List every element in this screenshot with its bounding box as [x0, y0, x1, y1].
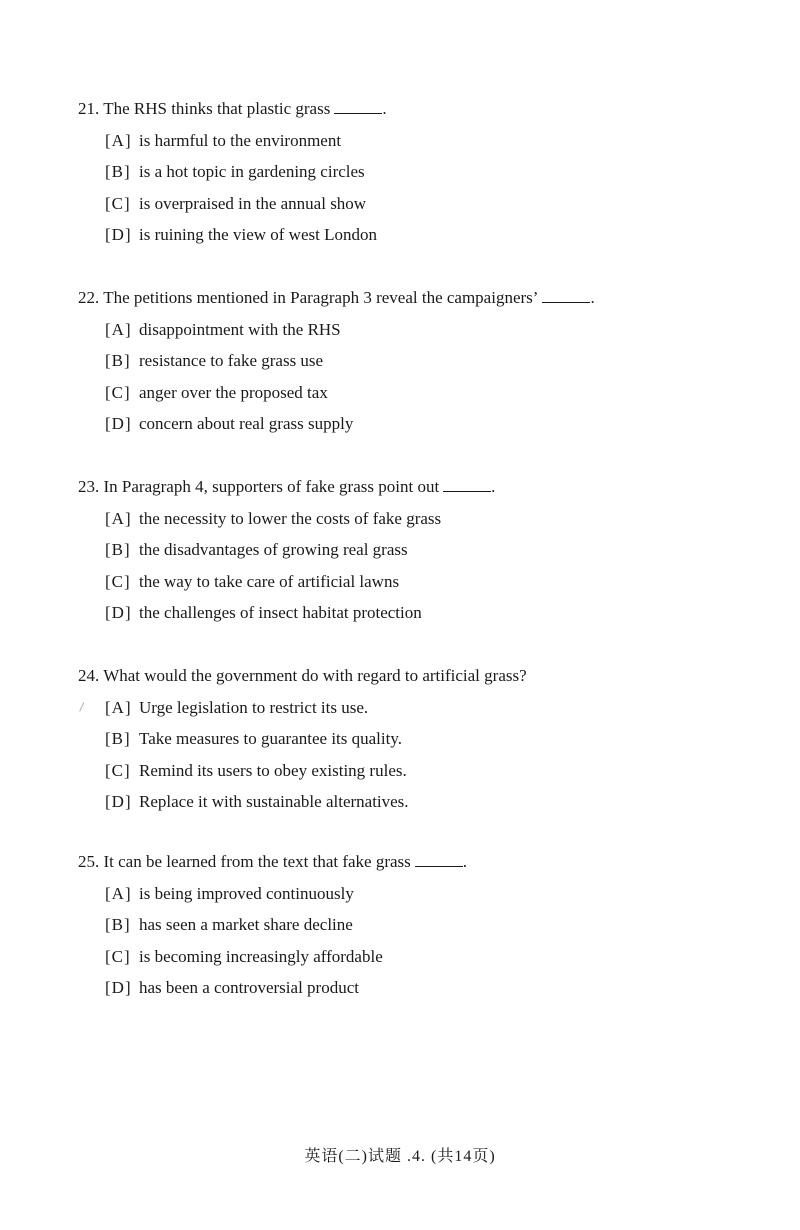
option-letter: [B] [105, 540, 131, 559]
question-21 [78, 98, 768, 246]
option-text: is becoming increasingly affordable [139, 946, 383, 966]
option-a [105, 883, 768, 905]
option-text: anger over the proposed tax [139, 382, 328, 402]
option-text: Urge legislation to restrict its use. [139, 697, 369, 717]
option-text: disappointment with the RHS [139, 319, 341, 339]
option-d [105, 224, 768, 246]
stem-end: . [462, 852, 468, 871]
option-d [105, 791, 768, 813]
option-text: is harmful to the environment [139, 130, 342, 150]
option-text: is being improved continuously [139, 883, 354, 903]
option-text: the necessity to lower the costs of fake grass [139, 508, 442, 528]
option-a [105, 130, 768, 152]
option-letter: [A] [105, 130, 132, 150]
stem-end: . [382, 99, 387, 118]
option-letter: [D] [105, 792, 132, 811]
question-stem [78, 287, 768, 309]
option-letter: [B] [105, 162, 131, 181]
answer-blank [334, 99, 382, 114]
stem-text: 23. In Paragraph 4, supporters of fake grass point out [78, 477, 440, 496]
option-letter: [D] [105, 603, 132, 622]
option-b [105, 161, 768, 183]
option-c [105, 193, 768, 215]
question-23 [78, 476, 768, 624]
question-24 [78, 665, 768, 813]
option-text: the challenges of insect habitat protection [139, 603, 422, 622]
option-d [105, 413, 768, 435]
option-d [105, 977, 768, 999]
option-letter: [D] [105, 414, 132, 433]
question-25 [78, 851, 768, 999]
option-letter: [A] [105, 883, 132, 903]
option-letter: [A] [105, 697, 132, 717]
option-letter: [C] [105, 946, 131, 966]
page-footer: 英语(二)试题 .4. (共14页) [304, 1148, 496, 1165]
option-c [105, 382, 768, 404]
option-b [105, 350, 768, 372]
question-stem [78, 476, 768, 498]
option-text: Remind its users to obey existing rules. [139, 760, 407, 780]
option-letter: [A] [105, 508, 132, 528]
option-b [105, 728, 768, 750]
option-text: Replace it with sustainable alternatives. [139, 792, 409, 811]
option-letter: [C] [105, 382, 131, 402]
option-a [105, 697, 768, 719]
answer-blank [415, 852, 463, 867]
option-text: is overpraised in the annual show [139, 193, 367, 213]
stem-text: 22. The petitions mentioned in Paragraph 3 reveal the campaigners’ [78, 288, 539, 307]
option-letter: [B] [105, 351, 131, 370]
stem-text: 21. The RHS thinks that plastic grass [78, 99, 331, 118]
option-text: the way to take care of artificial lawns [139, 571, 400, 591]
stray-pencil-mark [79, 702, 89, 714]
question-stem [78, 665, 768, 687]
option-text: the disadvantages of growing real grass [139, 540, 408, 559]
option-letter: [B] [105, 915, 131, 934]
stem-end: . [491, 477, 496, 496]
option-text: Take measures to guarantee its quality. [139, 729, 403, 748]
option-text: has been a controversial product [139, 978, 359, 997]
option-b [105, 539, 768, 561]
option-text: is a hot topic in gardening circles [139, 162, 365, 181]
stem-text: 25. It can be learned from the text that fake grass [78, 852, 411, 871]
option-text: is ruining the view of west London [139, 225, 377, 244]
option-letter: [C] [105, 760, 131, 780]
option-letter: [D] [105, 978, 132, 997]
option-c [105, 571, 768, 593]
stem-end: . [590, 288, 595, 307]
option-letter: [C] [105, 571, 131, 591]
answer-blank [542, 288, 590, 303]
option-letter: [B] [105, 729, 131, 748]
option-letter: [C] [105, 193, 131, 213]
option-text: resistance to fake grass use [139, 351, 324, 370]
option-d [105, 602, 768, 624]
option-letter: [D] [105, 225, 132, 244]
option-b [105, 914, 768, 936]
question-stem [78, 98, 768, 120]
option-letter: [A] [105, 319, 132, 339]
option-a [105, 508, 768, 530]
question-22 [78, 287, 768, 435]
option-c [105, 946, 768, 968]
option-c [105, 760, 768, 782]
stem-text: 24. What would the government do with regard to artificial grass? [78, 666, 527, 685]
option-a [105, 319, 768, 341]
option-text: has seen a market share decline [139, 915, 353, 934]
answer-blank [443, 477, 491, 492]
question-stem [78, 851, 768, 873]
option-text: concern about real grass supply [139, 414, 354, 433]
